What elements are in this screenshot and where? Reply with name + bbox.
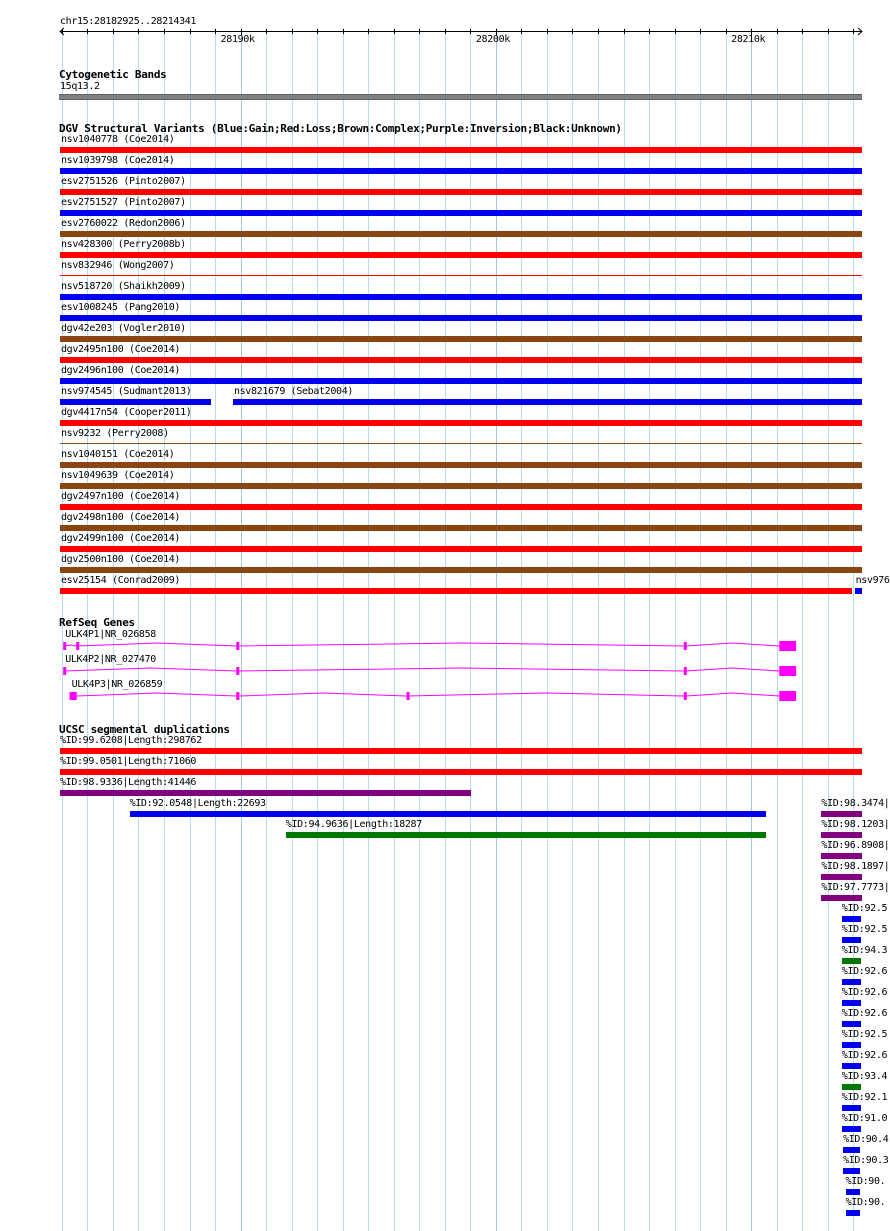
segdup-bar[interactable]	[842, 937, 861, 943]
ruler-tick-label: 28200k	[475, 34, 510, 45]
gene-exon[interactable]	[236, 642, 239, 650]
dgv-variant-label: dgv4417n54 (Cooper2011)	[61, 407, 192, 418]
gene-intron	[686, 668, 779, 671]
gene-exon[interactable]	[779, 691, 796, 701]
cytoband-track-title[interactable]: Cytogenetic Bands	[59, 68, 167, 81]
dgv-variant-label: nsv518720 (Shaikh2009)	[61, 281, 186, 292]
dgv-variant-label: esv1008245 (Pang2010)	[61, 302, 181, 313]
segdup-bar[interactable]	[821, 832, 862, 838]
dgv-variant-label: dgv2497n100 (Coe2014)	[61, 491, 181, 502]
segdup-label: %ID:96.8908|	[821, 840, 890, 851]
gene-label[interactable]: ULK4P1|NR_026858	[65, 629, 156, 640]
segdup-label: %ID:90.	[845, 1176, 886, 1187]
segdup-label: %ID:98.1897|	[821, 861, 890, 872]
gene-exon[interactable]	[70, 692, 77, 700]
dgv-variant-label: dgv2495n100 (Coe2014)	[61, 344, 181, 355]
gene-exon[interactable]	[63, 667, 66, 675]
segdup-bar[interactable]	[60, 790, 471, 796]
segdup-label: %ID:91.0	[841, 1113, 888, 1124]
gene-intron	[408, 693, 684, 696]
gene-exon[interactable]	[684, 667, 687, 675]
segdup-label: %ID:92.6	[841, 1050, 888, 1061]
segdup-bar[interactable]	[821, 853, 862, 859]
segdup-label: %ID:98.9336|Length:41446	[60, 777, 197, 788]
segdup-label: %ID:92.6	[841, 966, 888, 977]
dgv-variant-label: nsv1040778 (Coe2014)	[61, 134, 175, 145]
segdup-bar[interactable]	[130, 811, 766, 817]
segdup-bar[interactable]	[821, 811, 862, 817]
segdup-bar[interactable]	[842, 979, 861, 985]
gene-intron	[65, 645, 76, 646]
segdup-bar[interactable]	[842, 1000, 861, 1006]
gene-intron	[686, 693, 779, 696]
segdup-label: %ID:92.1	[841, 1092, 888, 1103]
segdup-bar[interactable]	[842, 1084, 861, 1090]
dgv-variant-label: dgv42e203 (Vogler2010)	[61, 323, 186, 334]
segdup-bar[interactable]	[842, 1126, 861, 1132]
segdup-label: %ID:99.6208|Length:298762	[60, 735, 202, 746]
dgv-track-title[interactable]: DGV Structural Variants (Blue:Gain;Red:Loss;Brown:Complex;Purple:Inversion;Black:Unknown)	[59, 122, 622, 135]
dgv-variant-label: nsv976	[855, 575, 890, 586]
gene-intron	[239, 668, 683, 671]
ruler-tick-label: 28190k	[220, 34, 255, 45]
gene-exon[interactable]	[236, 692, 239, 700]
dgv-variant-label: dgv2500n100 (Coe2014)	[61, 554, 181, 565]
segdup-bar[interactable]	[842, 916, 861, 922]
gene-exon[interactable]	[407, 692, 410, 700]
gene-intron	[686, 643, 779, 646]
gene-label[interactable]: ULK4P3|NR_026859	[71, 679, 163, 690]
gene-exon[interactable]	[779, 641, 796, 651]
segdup-label: %ID:90.3	[843, 1155, 889, 1166]
dgv-variant-label: nsv832946 (Wong2007)	[61, 260, 175, 271]
segdup-label: %ID:93.4	[841, 1071, 888, 1082]
gene-label[interactable]: ULK4P2|NR_027470	[65, 654, 156, 665]
gene-exon[interactable]	[76, 642, 79, 650]
segdup-bar[interactable]	[842, 1021, 861, 1027]
segdup-bar[interactable]	[842, 958, 861, 964]
segdup-label: %ID:92.6	[841, 987, 888, 998]
gene-intron	[65, 668, 237, 671]
segdup-track-title[interactable]: UCSC segmental duplications	[59, 723, 230, 736]
segdup-label: %ID:92.5	[841, 903, 888, 914]
segdup-bar[interactable]	[821, 874, 862, 880]
segdup-label: %ID:92.5	[841, 1029, 888, 1040]
gene-exon[interactable]	[779, 666, 796, 676]
segdup-label: %ID:90.	[845, 1197, 886, 1208]
gene-intron	[239, 643, 683, 646]
dgv-variant-label: dgv2499n100 (Coe2014)	[61, 533, 181, 544]
dgv-variant-label: nsv9232 (Perry2008)	[61, 428, 169, 439]
segdup-bar[interactable]	[842, 1105, 861, 1111]
location-label: chr15:28182925..28214341	[60, 16, 197, 27]
segdup-label: %ID:98.1203|	[821, 819, 890, 830]
segdup-label: %ID:92.0548|Length:22693	[129, 798, 266, 809]
gene-intron	[78, 643, 237, 646]
gene-exon[interactable]	[236, 667, 239, 675]
segdup-bar[interactable]	[846, 1189, 860, 1195]
segdup-bar[interactable]	[846, 1210, 860, 1216]
dgv-variant-label: nsv1039798 (Coe2014)	[61, 155, 175, 166]
gene-exon[interactable]	[63, 642, 66, 650]
segdup-bar[interactable]	[842, 1042, 861, 1048]
dgv-variant-label: esv25154 (Conrad2009)	[61, 575, 181, 586]
segdup-label: %ID:97.7773|	[821, 882, 890, 893]
segdup-label: %ID:94.9636|Length:18287	[285, 819, 422, 830]
gene-exon[interactable]	[684, 642, 687, 650]
dgv-variant-label: nsv428300 (Perry2008b)	[61, 239, 186, 250]
dgv-variant-label: nsv974545 (Sudmant2013)	[61, 386, 192, 397]
dgv-variant-label: dgv2498n100 (Coe2014)	[61, 512, 181, 523]
segdup-bar[interactable]	[842, 1063, 861, 1069]
gene-exon[interactable]	[684, 692, 687, 700]
dgv-variant-label: nsv821679 (Sebat2004)	[233, 386, 354, 397]
dgv-variant-label: esv2751527 (Pinto2007)	[61, 197, 186, 208]
dgv-variant-label: esv2751526 (Pinto2007)	[61, 176, 186, 187]
cytoband-label: 15q13.2	[60, 81, 100, 92]
segdup-bar[interactable]	[821, 895, 862, 901]
segdup-bar[interactable]	[60, 769, 862, 775]
segdup-label: %ID:99.0501|Length:71060	[60, 756, 197, 767]
refseq-track-title[interactable]: RefSeq Genes	[59, 616, 135, 629]
segdup-label: %ID:90.4	[843, 1134, 889, 1145]
dgv-variant-label: esv2760022 (Redon2006)	[61, 218, 186, 229]
segdup-label: %ID:94.3	[841, 945, 888, 956]
gene-intron	[239, 693, 406, 696]
gene-intron	[77, 693, 237, 696]
dgv-variant-label: nsv1040151 (Coe2014)	[61, 449, 175, 460]
segdup-bar[interactable]	[286, 832, 766, 838]
segdup-label: %ID:92.6	[841, 1008, 888, 1019]
dgv-variant-label: dgv2496n100 (Coe2014)	[61, 365, 181, 376]
segdup-bar[interactable]	[843, 1147, 860, 1153]
segdup-label: %ID:92.5	[841, 924, 888, 935]
segdup-bar[interactable]	[60, 748, 862, 754]
ruler-tick-label: 28210k	[731, 34, 766, 45]
dgv-variant-label: nsv1049639 (Coe2014)	[61, 470, 175, 481]
segdup-bar[interactable]	[843, 1168, 860, 1174]
segdup-label: %ID:98.3474|	[821, 798, 890, 809]
